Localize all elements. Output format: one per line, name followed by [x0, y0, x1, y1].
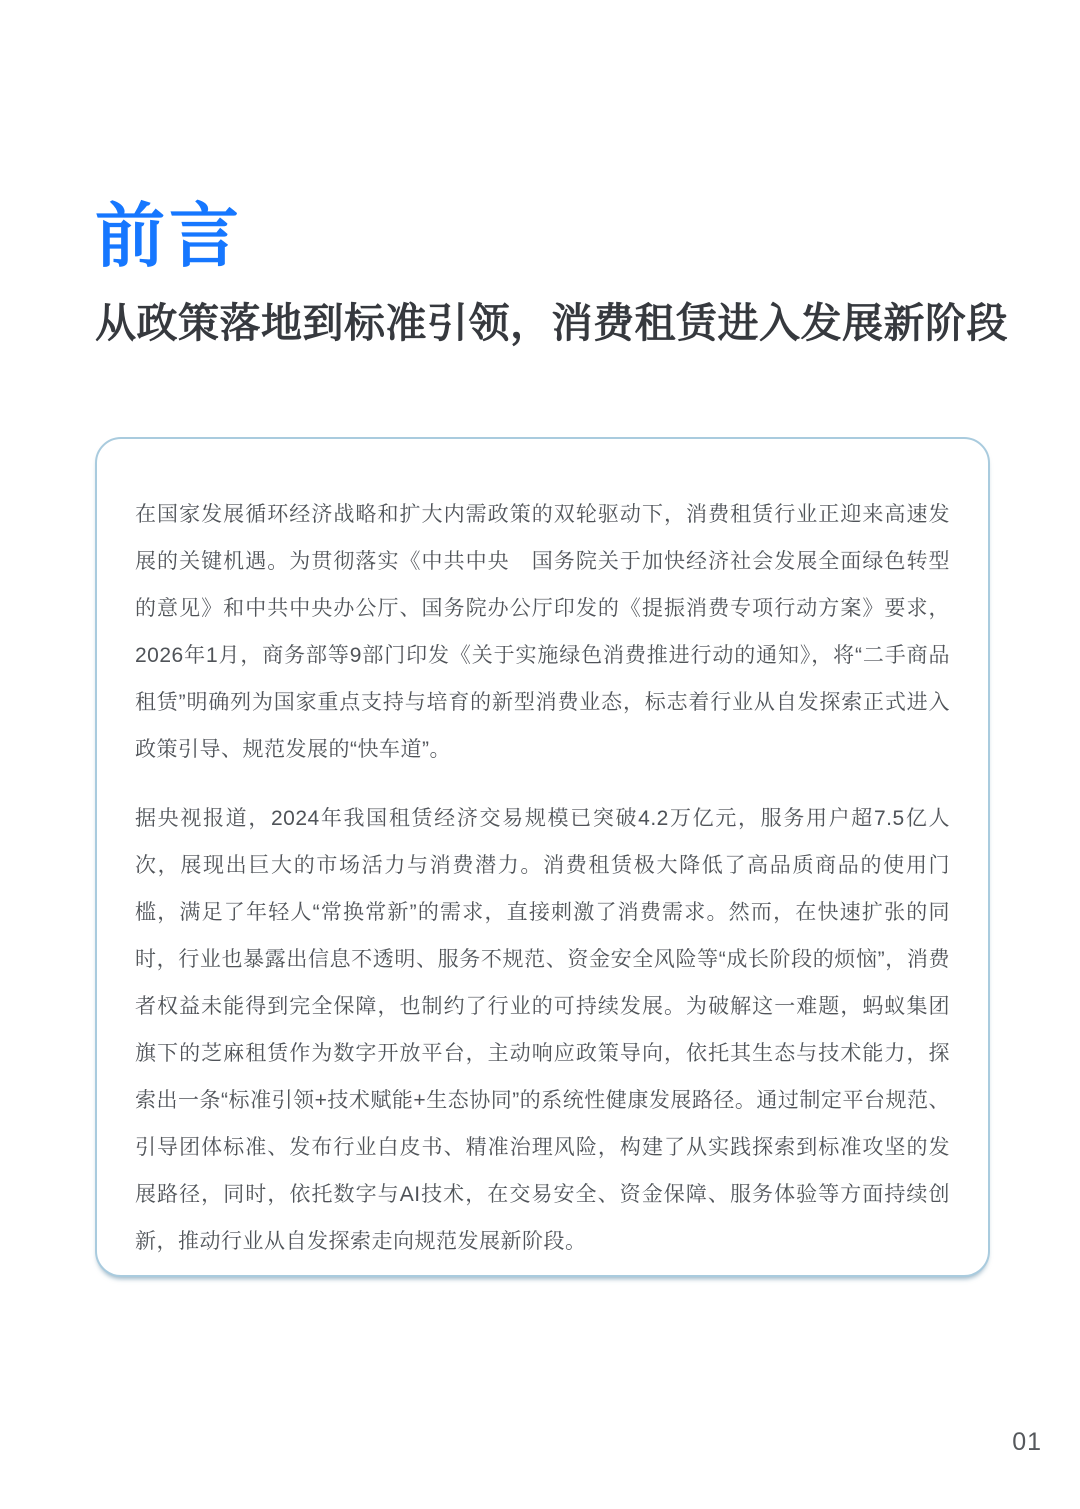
page-title: 前言	[95, 197, 243, 275]
page-header	[95, 196, 1035, 348]
intro-paragraph-2: 据央视报道，2024年我国租赁经济交易规模已突破4.2万亿元，服务用户超7.5亿人次，展现出巨大的市场活力与消费潜力。消费租赁极大降低了高品质商品的使用门槛，满足了年轻人“常换常新”的需求，直接刺激了消费需求。然而，在快速扩张的同时，行业也暴露出信息不透明、服务不规范、资金安全风险等“成长阶段的烦恼”，消费者权益未能得到完全保障，也制约了行业的可持续发展。为破解这一难题，蚂蚁集团旗下的芝麻租赁作为数字开放平台，主动响应政策导向，依托其生态与技术能力，探索出一条“标准引领+技术赋能+生态协同”的系统性健康发展路径。通过制定平台规范、引导团体标准、发布行业白皮书、精准治理风险，构建了从实践探索到标准攻坚的发展路径，同时，依托数字与AI技术，在交易安全、资金保障、服务体验等方面持续创新，推动行业从自发探索走向规范发展新阶段。	[135, 807, 950, 1253]
intro-paragraph-1: 在国家发展循环经济战略和扩大内需政策的双轮驱动下，消费租赁行业正迎来高速发展的关键机遇。为贯彻落实《中共中央 国务院关于加快经济社会发展全面绿色转型的意见》和中共中央办公厅、国务院办公厅印发的《提振消费专项行动方案》要求，2026年1月，商务部等9部门印发《关于实施绿色消费推进行动的通知》，将“二手商品租赁”明确列为国家重点支持与培育的新型消费业态，标志着行业从自发探索正式进入政策引导、规范发展的“快车道”。	[135, 503, 950, 761]
page-subtitle: 从政策落地到标准引领，消费租赁进入发展新阶段	[95, 299, 1008, 346]
page-number: 01	[1012, 1428, 1042, 1456]
intro-box	[95, 437, 990, 1277]
